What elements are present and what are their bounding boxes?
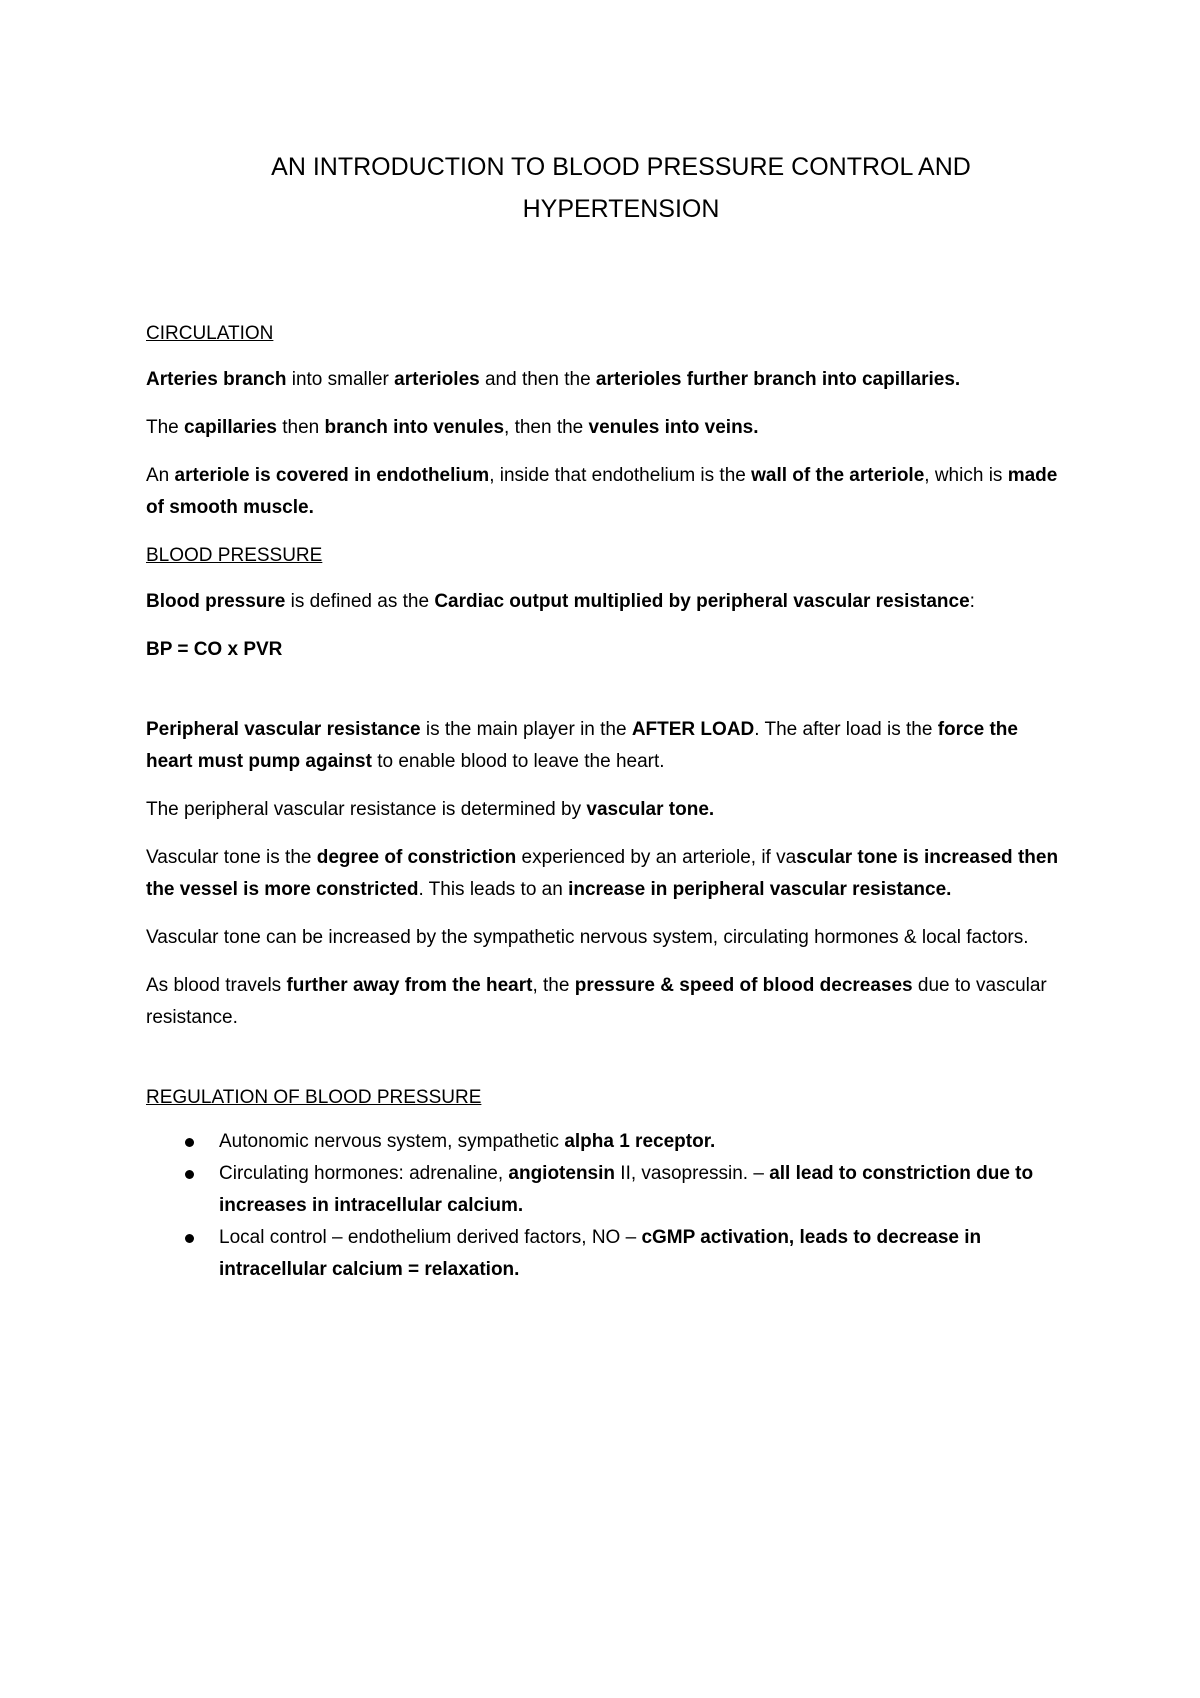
circulation-paragraph-1: Arteries branch into smaller arterioles and then the arterioles further branch into capillaries. (146, 369, 961, 390)
vascular-tone-increase: Vascular tone can be increased by the sympathetic nervous system, circulating hormones & local factors. (146, 927, 1029, 948)
circulation-paragraph-3: An arteriole is covered in endothelium, inside that endothelium is the wall of the arteriole, which is made of smooth muscle. (146, 465, 1058, 518)
bullet-dot-icon (185, 1234, 194, 1243)
list-item: Circulating hormones: adrenaline, angiotensin II, vasopressin. – all lead to constriction due to increases in intracellular calcium. (146, 1158, 1066, 1222)
circulation-paragraph-2: The capillaries then branch into venules, then the venules into veins. (146, 417, 759, 438)
list-item: Local control – endothelium derived factors, NO – cGMP activation, leads to decrease in intracellular calcium = relaxation. (146, 1222, 1066, 1286)
blood-travel-paragraph: As blood travels further away from the heart, the pressure & speed of blood decreases due to vascular resistance. (146, 975, 1047, 1028)
section-heading-regulation: REGULATION OF BLOOD PRESSURE (146, 1087, 482, 1108)
vascular-tone-definition: Vascular tone is the degree of constriction experienced by an arteriole, if vascular tone is increased then the vessel is more constricted. This leads to an increase in peripheral vascular resistance. (146, 847, 1059, 900)
section-heading-circulation: CIRCULATION (146, 323, 274, 344)
title-line-1: AN INTRODUCTION TO BLOOD PRESSURE CONTROL AND (271, 153, 971, 181)
regulation-bullet-list (146, 1126, 1066, 1286)
document-title (146, 146, 1066, 230)
bullet-dot-icon (185, 1138, 194, 1147)
blood-pressure-definition: Blood pressure is defined as the Cardiac output multiplied by peripheral vascular resistance: (146, 591, 975, 612)
list-item: Autonomic nervous system, sympathetic alpha 1 receptor. (146, 1126, 1066, 1158)
blood-pressure-formula: BP = CO x PVR (146, 639, 283, 660)
pvr-paragraph: Peripheral vascular resistance is the main player in the AFTER LOAD. The after load is the force the heart must pump against to enable blood to leave the heart. (146, 719, 1018, 772)
vascular-tone-determinant: The peripheral vascular resistance is determined by vascular tone. (146, 799, 715, 820)
document-body (146, 146, 1066, 1286)
section-heading-blood-pressure: BLOOD PRESSURE (146, 545, 323, 566)
bullet-dot-icon (185, 1170, 194, 1179)
title-line-2: HYPERTENSION (522, 195, 720, 223)
